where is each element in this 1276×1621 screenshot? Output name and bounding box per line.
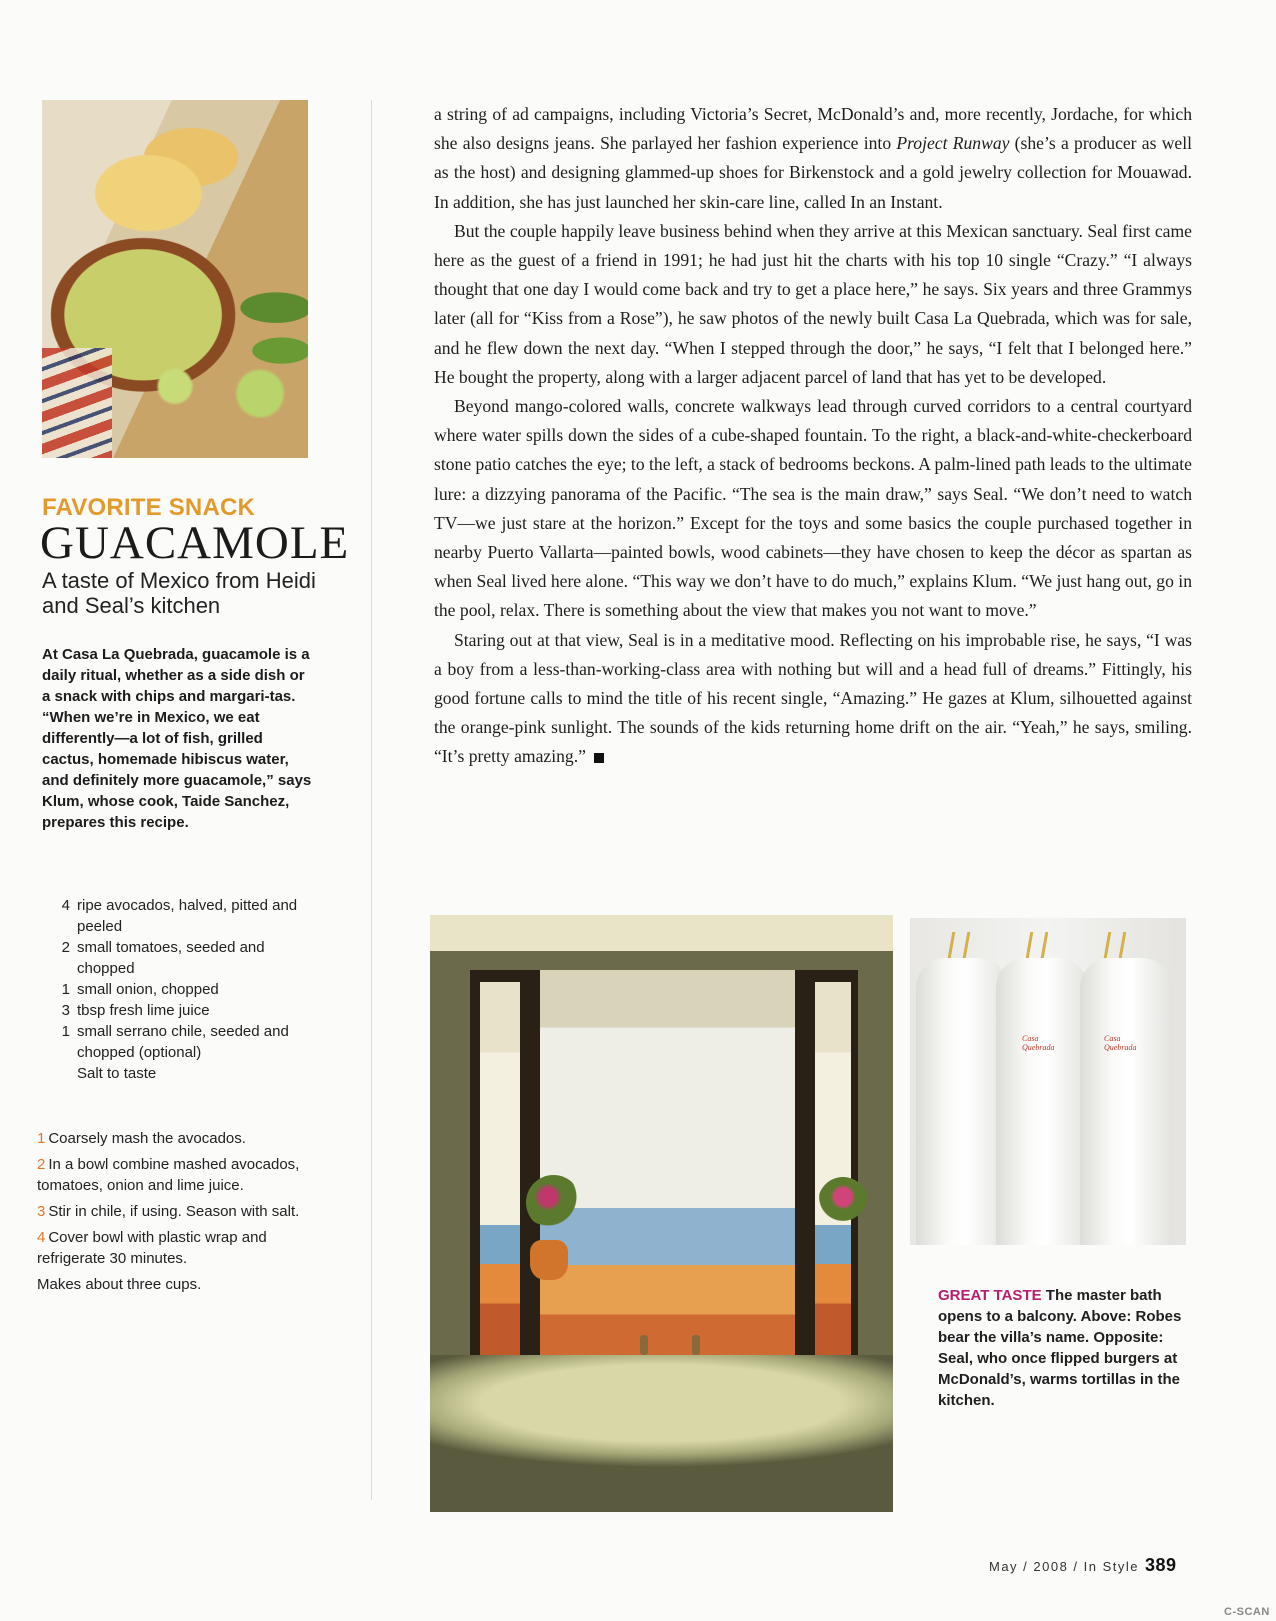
guacamole-photo	[42, 100, 308, 458]
end-mark	[594, 753, 604, 763]
robe	[1080, 958, 1172, 1245]
ingredient-item: Salt to taste	[77, 1065, 157, 1082]
bougainvillea-plant	[818, 1177, 868, 1227]
ingredient-item: 3 tbsp fresh lime juice	[61, 1002, 210, 1019]
article-paragraph: a string of ad campaigns, including Victoria’s Secret, McDonald’s and, more recently, Jordache, for which she also designs jeans. She parlayed her fashion experience into Project Runway (she’s a producer as well as the host) and designing glammed-up shoes for Birkenstock and a gold jewelry collection for Mouawad. In addition, she has just launched her skin-care line, called In an Instant.	[434, 104, 1192, 212]
ingredient-item: 1 small serrano chile, seeded and chopped (optional)	[61, 1023, 289, 1061]
recipe-steps	[37, 1128, 317, 1300]
terracotta-pot	[530, 1240, 568, 1280]
article-body	[434, 100, 1192, 772]
article-paragraph: Beyond mango-colored walls, concrete walkways lead through curved corridors to a central courtyard where water spills down the sides of a cube-shaped fountain. To the right, a black-and-white-checkerboard stone patio catches the eye; to the left, a stack of bedrooms beckons. A palm-lined path leads to the ultimate lure: a dizzying panorama of the Pacific. “The sea is the main draw,” says Seal. “We don’t need to watch TV—we just stare at the horizon.” Except for the toys and some basics the couple purchased together in nearby Puerto Vallarta—painted bowls, wood cabinets—they have chosen to keep the décor as spartan as when Seal lived here alone. “This way we don’t have to do much,” explains Klum. “We just hang out, go in the pool, relax. There is something about the view that makes you not want to move.”	[434, 396, 1192, 621]
striped-napkin	[42, 348, 112, 458]
robe	[996, 958, 1088, 1245]
article-paragraph: Staring out at that view, Seal is in a meditative mood. Reflecting on his improbable rise, he says, “I was a boy from a less-than-working-class area with nothing but will and a head full of dreams.” Fittingly, his good fortune calls to mind the title of his recent single, “Amazing.” He gazes at Klum, silhouetted against the orange-pink sunlight. The sounds of the kids returning home drift on the air. “Yeah,” he says, smiling. “It’s pretty amazing.”	[434, 629, 1192, 767]
master-bath-photo	[430, 915, 893, 1512]
robe-logo: Casa Quebrada	[1022, 1034, 1055, 1052]
sidebar-title: GUACAMOLE	[40, 517, 350, 569]
article-paragraph: But the couple happily leave business behind when they arrive at this Mexican sanctuary. Seal first came here as the guest of a friend in 1991; he had just hit the charts with his top 10 single “Crazy.” “I always thought that one day I would come back and try to get a place here,” he says. Six years and three Grammys later (all for “Kiss from a Rose”), he saw photos of the newly built Casa La Quebrada, which was for sale, and he flew down the next day. “When I stepped through the door,” he says, “I felt that I belonged here.” He bought the property, along with a larger adjacent parcel of land that has yet to be developed.	[434, 220, 1192, 387]
ingredient-item: 2 small tomatoes, seeded and chopped	[61, 939, 265, 977]
robe-logo: Casa Quebrada	[1104, 1034, 1137, 1052]
bathtub	[430, 1355, 893, 1512]
page-number: 389	[1145, 1555, 1177, 1575]
sidebar-kicker: FAVORITE SNACK	[42, 494, 256, 521]
ingredient-item: 4 ripe avocados, halved, pitted and peeled	[61, 897, 298, 935]
bougainvillea-plant	[526, 1175, 581, 1230]
robes-photo	[910, 918, 1186, 1245]
recipe-step: 4 Cover bowl with plastic wrap and refrigerate 30 minutes.	[37, 1229, 267, 1267]
recipe-step: 3 Stir in chile, if using. Season with salt.	[37, 1203, 300, 1220]
ingredient-list	[42, 895, 312, 1084]
ingredient-item: 1 small onion, chopped	[61, 981, 219, 998]
column-divider	[371, 100, 372, 1500]
recipe-yield: Makes about three cups.	[37, 1276, 202, 1293]
page-footer: May / 2008 / In Style 389	[989, 1555, 1177, 1575]
sidebar-intro: At Casa La Quebrada, guacamole is a daily ritual, whether as a side dish or a snack with chips and margari-tas. “When we’re in Mexico, we eat differently—a lot of fish, grilled cactus, homemade hibiscus water, and definitely more guacamole,” says Klum, whose cook, Taide Sanchez, prepares this recipe.	[42, 646, 312, 831]
window-frame	[470, 970, 858, 1380]
photo-caption: GREAT TASTE The master bath opens to a balcony. Above: Robes bear the villa’s name. Opposite: Seal, who once flipped burgers at McDonald’s, warms tortillas in the kitchen.	[938, 1287, 1182, 1409]
sidebar-subtitle: A taste of Mexico from Heidi and Seal’s kitchen	[42, 568, 316, 618]
robe	[916, 958, 1008, 1245]
recipe-step: 2 In a bowl combine mashed avocados, tomatoes, onion and lime juice.	[37, 1156, 300, 1194]
scan-mark: C-SCAN	[1224, 1606, 1270, 1618]
recipe-step: 1 Coarsely mash the avocados.	[37, 1130, 246, 1147]
